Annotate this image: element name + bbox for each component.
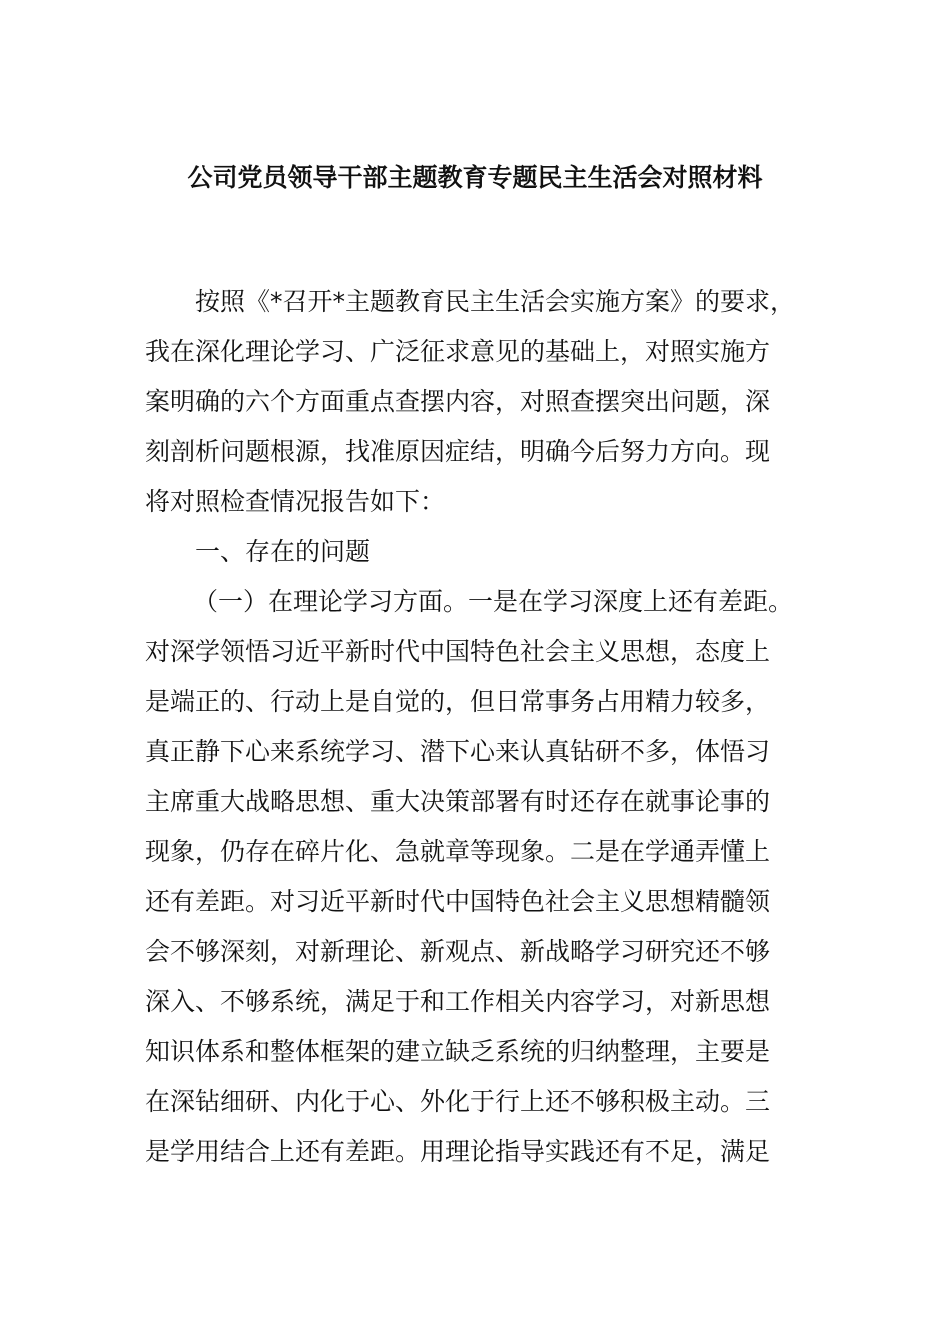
- paragraph-line: 真正静下心来系统学习、潜下心来认真钻研不多，体悟习: [145, 737, 771, 766]
- paragraph-line: 主席重大战略思想、重大决策部署有时还存在就事论事的: [145, 787, 771, 816]
- paragraph-line: 将对照检查情况报告如下：: [145, 487, 446, 516]
- paragraph-line: 会不够深刻，对新理论、新观点、新战略学习研究还不够: [145, 937, 771, 966]
- document-body: [145, 284, 835, 1184]
- paragraph-line: 还有差距。对习近平新时代中国特色社会主义思想精髓领: [145, 887, 771, 916]
- paragraph-line: （一）在理论学习方面。一是在学习深度上还有差距。: [193, 587, 794, 616]
- section-heading: 一、存在的问题: [195, 537, 371, 566]
- paragraph-line: 在深钻细研、内化于心、外化于行上还不够积极主动。三: [145, 1087, 771, 1116]
- paragraph-line: 知识体系和整体框架的建立缺乏系统的归纳整理，主要是: [145, 1037, 771, 1066]
- paragraph-line: 是端正的、行动上是自觉的，但日常事务占用精力较多，: [145, 687, 771, 716]
- paragraph-line: 深入、不够系统，满足于和工作相关内容学习，对新思想: [145, 987, 771, 1016]
- paragraph-line: 是学用结合上还有差距。用理论指导实践还有不足，满足: [145, 1137, 771, 1166]
- paragraph-line: 案明确的六个方面重点查摆内容，对照查摆突出问题，深: [145, 387, 771, 416]
- paragraph-line: 我在深化理论学习、广泛征求意见的基础上，对照实施方: [145, 337, 771, 366]
- paragraph-line: 按照《*召开*主题教育民主生活会实施方案》的要求，: [195, 287, 796, 316]
- paragraph-line: 刻剖析问题根源，找准原因症结，明确今后努力方向。现: [145, 437, 771, 466]
- paragraph-line: 对深学领悟习近平新时代中国特色社会主义思想，态度上: [145, 637, 771, 666]
- document-title: 公司党员领导干部主题教育专题民主生活会对照材料: [187, 163, 763, 192]
- paragraph-line: 现象，仍存在碎片化、急就章等现象。二是在学通弄懂上: [145, 837, 771, 866]
